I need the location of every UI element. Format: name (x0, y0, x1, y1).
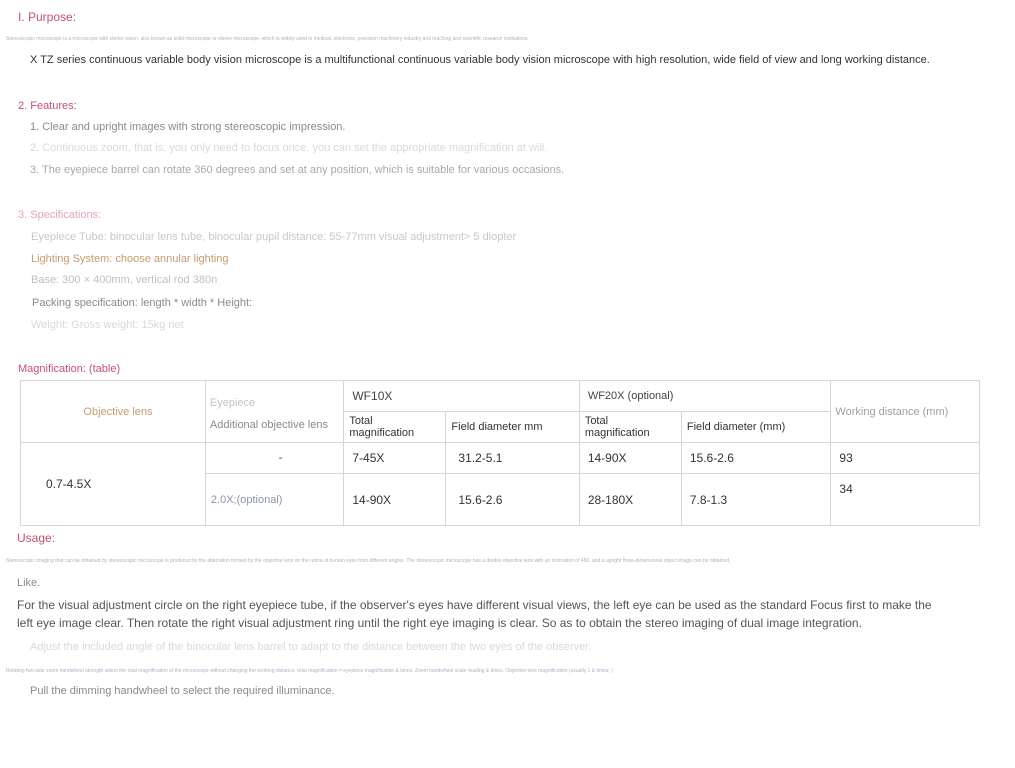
specifications-heading: 3. Specifications: (18, 209, 102, 221)
wf10x-field-value: 15.6-2.6 (446, 474, 579, 526)
usage-pull: Pull the dimming handwheel to select the required illuminance. (30, 685, 335, 697)
eyepiece-header: Eyepiece (209, 396, 256, 409)
usage-adjust: Adjust the included angle of the binocular lens barrel to adapt to the distance between the two eyes of the observer. (30, 641, 592, 653)
wf20x-total-value: 14-90X (579, 443, 681, 474)
objective-range: 0.7-4.5X (21, 443, 206, 526)
spec-packing: Packing specification: length * width * Height: (32, 297, 253, 309)
usage-note-1: Stereoscopic imaging that can be obtained by stereoscopic microscope is produced by the aberration formed by the objective lens on the retina of human eyes from different angles. The stereoscopic microscope has a double objective lens with an inclination of 450, and a upright three-dimensional object image can be obtained. (6, 558, 731, 564)
wf20x-field-value: 7.8-1.3 (681, 474, 831, 526)
wf20x-total-value: 28-180X (579, 474, 681, 526)
usage-paragraph-line-2: left eye image clear. Then rotate the right visual adjustment ring until the right eye imaging is clear. So as to obtain the stereo imaging of dual image integration. (17, 616, 862, 630)
wf10x-field-diameter-header: Field diameter mm (446, 412, 579, 443)
magnification-table (20, 380, 980, 526)
magnification-heading: Magnification: (table) (18, 363, 121, 375)
wf20x-field-value: 15.6-2.6 (681, 443, 831, 474)
usage-paragraph-line-1: For the visual adjustment circle on the right eyepiece tube, if the observer's eyes have different visual views, the left eye can be used as the standard Focus first to make the (17, 598, 932, 612)
purpose-note: Stereoscopic microscope is a microscope with stereo vision, also known as solid microscope or stereo microscope, which is widely used in medical, electronic, precision machinery industry and teaching and scientific research institutions. (6, 36, 529, 42)
table-row (21, 443, 980, 474)
purpose-text: X TZ series continuous variable body vision microscope is a multifunctional continuous variable body vision microscope with high resolution, wide field of view and long working distance. (30, 54, 930, 66)
usage-note-2: Rotating two-side zoom handwheel strength select the total magnification of the microscope without changing the working distance. total magnification = eyepiece magnification & times. Zoom handwheel scale reading & times. Objective lens magnification (usually 1 & times; ) (6, 668, 613, 674)
wf10x-total-value: 14-90X (344, 474, 446, 526)
spec-base: Base: 300 × 400mm, vertical rod 380n (31, 274, 218, 286)
purpose-heading: I. Purpose: (18, 10, 77, 24)
features-heading: 2. Features: (18, 100, 77, 112)
wf10x-field-value: 31.2-5.1 (446, 443, 579, 474)
working-distance-value: 93 (831, 443, 980, 474)
feature-item-2: 2. Continuous zoom, that is, you only need to focus once, you can set the appropriate magnification at will. (30, 142, 548, 154)
feature-item-3: 3. The eyepiece barrel can rotate 360 degrees and set at any position, which is suitable for various occasions. (30, 164, 565, 176)
working-distance-header: Working distance (mm) (831, 381, 980, 443)
spec-weight: Weight: Gross weight: 15kg net (31, 319, 184, 331)
working-distance-value: 34 (831, 474, 980, 526)
wf20x-field-diameter-header: Field diameter (mm) (681, 412, 831, 443)
wf10x-total-magnification-header: Total magnification (344, 412, 446, 443)
feature-item-1: 1. Clear and upright images with strong stereoscopic impression. (30, 121, 346, 133)
spec-eyepiece-tube: Eyepiece Tube: binocular lens tube, binocular pupil distance: 55-77mm visual adjustment> 5 diopter (31, 231, 517, 243)
spec-lighting-system: Lighting System: choose annular lighting (31, 253, 229, 265)
additional-lens-header: Additional objective lens (209, 418, 328, 431)
objective-lens-header: Objective lens (21, 381, 206, 443)
wf10x-total-value: 7-45X (344, 443, 446, 474)
usage-heading: Usage: (17, 531, 56, 545)
usage-like: Like. (17, 577, 41, 589)
wf20x-header: WF20X (optional) (579, 381, 831, 412)
eyepiece-header-cell (205, 381, 343, 443)
wf10x-header: WF10X (344, 381, 579, 412)
additional-lens-value: 2.0X;(optional) (205, 474, 343, 526)
wf20x-total-magnification-header: Total magnification (579, 412, 681, 443)
table-header-row (21, 381, 980, 412)
additional-lens-value: - (205, 443, 343, 474)
